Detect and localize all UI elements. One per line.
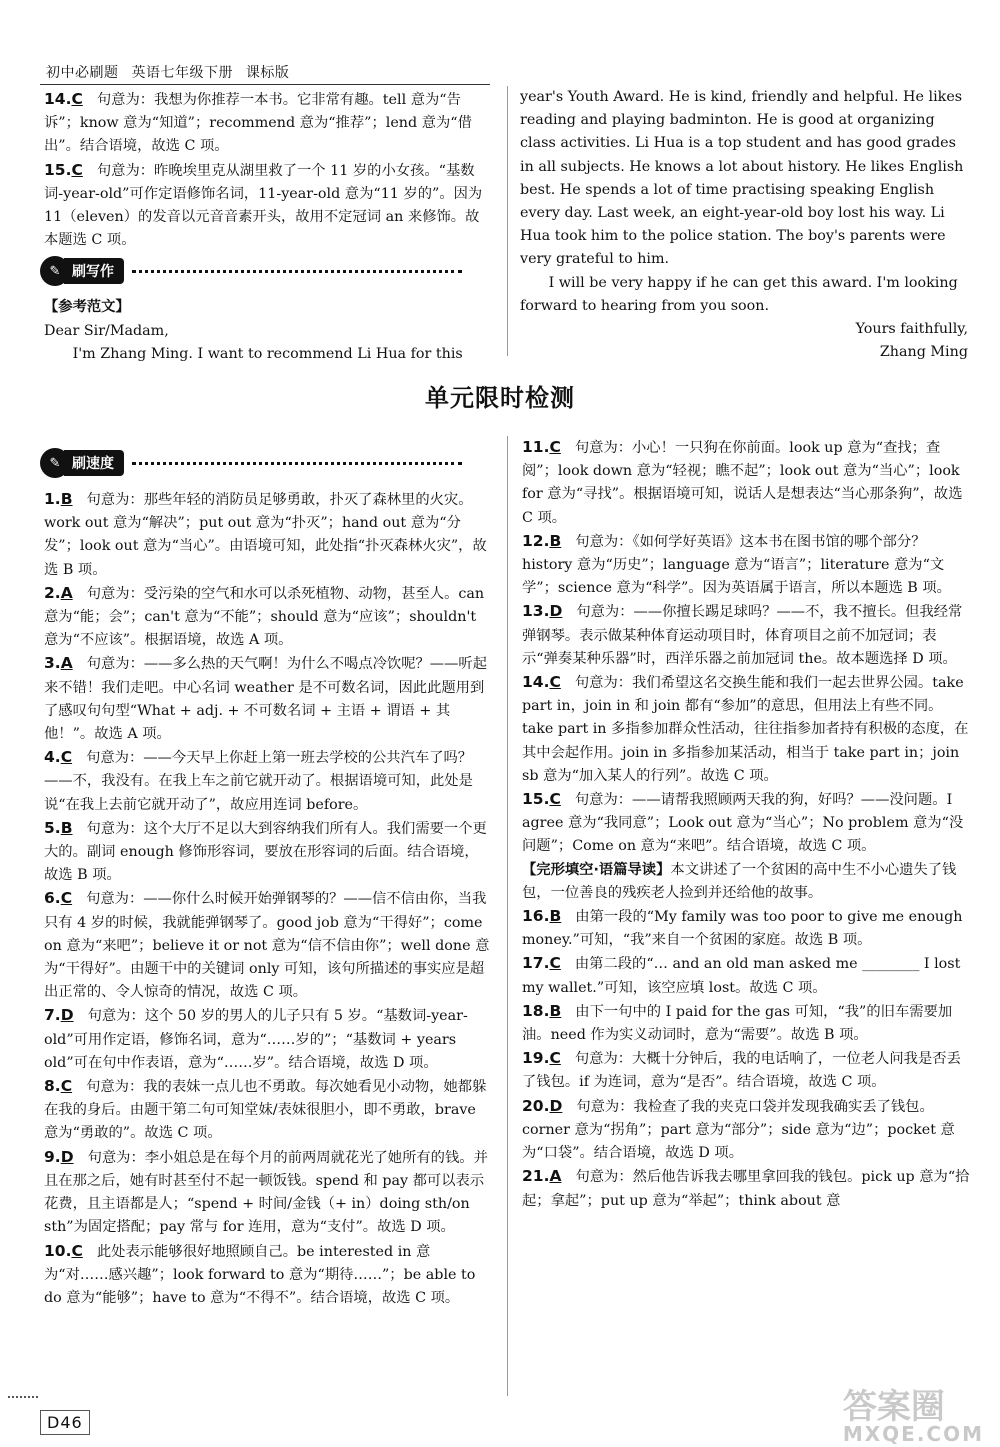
answer-letter: C [549,1049,561,1068]
explanation-text: 句意为：李小姐总是在每个月的前两周就花光了她所有的钱。并且在那之后，她有时甚至付不起一顿饭钱。spend 和 pay 都可以表示花费，且主语都是人；“spend + 时间/金钱（+ in）doing sth/on sth”为固定搭配；pay 常与 for 连用，意为“支付”。故选 D 项。 [44,1149,488,1236]
page-dots [8,1396,38,1398]
answer-letter: B [549,531,562,550]
explanation-text: 句意为：——你什么时候开始弹钢琴的？——信不信由你，当我只有 4 岁的时候，我就能弹钢琴了。good job 意为“干得好”；come on 意为“来吧”；believe it or not 意为“信不信由你”；well done 意为“干得好”。由题干中的关键词 only 可知，该句所描述的事实应是超出正常的、令人惊奇的情况，故选 C 项。 [44,891,490,1001]
explanation-text: 句意为：昨晚埃里克从湖里救了一个 11 岁的小女孩。“基数词-year-old”可作定语修饰名词，11-year-old 意为“11 岁的”。因为 11（eleven）的发音以元音音素开头，故用不定冠词 an 来修饰。故本题选 C 项。 [44,162,483,249]
answer-letter: C [549,438,561,456]
dotted-rule [132,270,462,273]
explanation-text: 句意为：我想为你推荐一本书。它非常有趣。tell 意为“告诉”；know 意为“知道”；recommend 意为“推荐”；lend 意为“借出”。结合语境，故选 C 项。 [44,92,472,155]
item-number: 3. [44,654,61,673]
item-number: 19. [522,1049,550,1068]
answer-item [44,887,490,1004]
item-number: 10. [44,1241,72,1260]
header-edition: 课标版 [245,65,290,81]
answer-item [522,600,970,671]
top-right-column [520,86,968,364]
answer-item [44,488,490,582]
item-number: 16. [522,907,550,926]
watermark-main: 答案圈 [842,1387,945,1427]
running-header [46,62,297,82]
explanation-text: 句意为：受污染的空气和水可以杀死植物、动物，甚至人。can 意为“能；会”；can't 意为“不能”；should 意为“应该”；shouldn't 意为“不应该”。根据语境，故选 A 项。 [44,585,485,649]
watermark-sub: MXQE.COM [842,1422,984,1446]
item-number: 20. [522,1096,550,1115]
guide-text: 本文讲述了一个贫困的高中生不小心遗失了钱包，一位善良的残疾老人捡到并还给他的故事。 [522,861,957,901]
answer-item [44,582,490,653]
dotted-rule [132,462,462,465]
badge-label: 刷写作 [64,258,124,284]
item-number: 8. [44,1077,61,1096]
letter-body: year's Youth Award. He is kind, friendly and helpful. He likes reading and playing badminton. He is good at organizing class activities. Li Hua is a top student and has good grades in all subjects. He knows a lot about history. He likes English best. He spends a lot of time practising speaking English every day. Last week, an eight-year-old boy lost his way. Li Hua took him to the police station. The boy's parents were very grateful to him. [520,89,964,268]
answer-item [522,788,970,859]
answer-item [44,746,490,817]
explanation-text: 句意为：——多么热的天气啊！为什么不喝点冷饮呢？——听起来不错！我们走吧。中心名词 weather 是不可数名词，因此此题用到了感叹句句型“What + adj. + 不可数名词 + 主语 + 谓语 + 其他！”。故选 A 项。 [44,656,487,743]
answer-letter: D [549,602,563,621]
letter-salutation: Dear Sir/Madam, [44,322,169,339]
explanation-text: 句意为：大概十分钟后，我的电话响了，一位老人问我是否丢了钱包。if 为连词，意为“是否”。结合语境，故选 C 项。 [522,1051,961,1091]
top-column-divider [507,86,508,356]
letter-first-line: I'm Zhang Ming. I want to recommend Li Hua for this [72,345,463,362]
answer-letter: B [549,1001,562,1020]
answer-item [44,1004,490,1075]
answer-letter: A [549,1167,562,1186]
explanation-text: 由下一句中的 I paid for the gas 可知，“我”的旧车需要加油。need 作为实义动词时，意为“需要”。故选 B 项。 [522,1003,953,1044]
guide-label: 【完形填空·语篇导读】 [522,861,671,878]
answer-item [522,1165,970,1212]
reading-guide [522,859,970,905]
item-number: 13. [522,602,550,621]
item-number: 11. [522,438,550,456]
item-number: 5. [44,818,61,837]
header-book: 初中必刷题 [46,65,119,81]
explanation-text: 句意为：——你擅长踢足球吗？——不，我不擅长。但我经常弹钢琴。表示做某种体育运动项目时，体育项目之前不加冠词；表示“弹奏某种乐器”时，西洋乐器之前加冠词 the。故本题选择 D 项。 [522,604,963,667]
answer-letter: C [71,1241,83,1260]
explanation-text: 由第一段的“My family was too poor to give me enough money.”可知，“我”来自一个贫困的家庭。故选 B 项。 [522,909,963,949]
header-subject: 英语七年级下册 [131,65,233,81]
answer-letter: C [71,160,83,179]
answer-item [522,1000,970,1047]
item-number: 1. [44,490,61,508]
speed-section-badge [40,448,462,478]
item-number: 7. [44,1006,61,1025]
answer-letter: C [549,954,561,973]
answer-item-14 [44,88,490,159]
explanation-text: 句意为：这个大厅不足以大到容纳我们所有人。我们需要一个更大的。副词 enough 修饰形容词，要放在形容词的后面。结合语境，故选 B 项。 [44,820,487,884]
pen-icon: ✎ [40,256,70,286]
answer-letter: C [60,1077,73,1096]
pen-icon: ✎ [40,448,70,478]
section-title: 单元限时检测 [425,384,575,412]
letter-closing-paragraph: I will be very happy if he can get this award. I'm looking forward to hearing from you soon. [520,274,958,314]
explanation-text: 句意为：《如何学好英语》这本书在图书馆的哪个部分？history 意为“历史”；language 意为“语言”；literature 意为“文学”；science 意为“科学”。因为英语属于语言，所以本题选 B 项。 [522,533,951,597]
explanation-text: 句意为：那些年轻的消防员足够勇敢，扑灭了森林里的火灾。work out 意为“解决”；put out 意为“扑灭”；hand out 意为“分发”；look out 意为“当心”。由语境可知，此处指“扑灭森林火灾”，故选 B 项。 [44,492,487,578]
item-number: 6. [44,889,61,908]
answer-letter: C [60,889,73,908]
item-number: 2. [44,583,61,602]
explanation-text: 句意为：我的表妹一点儿也不勇敢。每次她看见小动物，她都躲在我的身后。由题干第二句可知堂妹/表妹很胆小，即不勇敢，brave 意为“勇敢的”。故选 C 项。 [44,1079,487,1142]
letter-signoff: Yours faithfully, [855,321,968,338]
explanation-text: 句意为：——今天早上你赶上第一班去学校的公共汽车了吗？——不，我没有。在我上车之前它就开动了。根据语境可知，此处是说“在我上去前它就开动了”，故应用连词 before。 [44,750,473,813]
answer-item [522,1095,970,1166]
explanation-text: 句意为：我检查了我的夹克口袋并发现我确实丢了钱包。corner 意为“拐角”；part 意为“部分”；side 意为“边”；pocket 意为“口袋”。结合语境，故选 D 项。 [522,1098,955,1162]
badge-label: 刷速度 [64,450,124,476]
answer-item [522,530,970,601]
answer-item [44,652,490,746]
top-left-column [44,88,490,366]
header-rule [40,84,490,85]
reference-label: 【参考范文】 [44,299,130,316]
answer-letter: A [60,583,73,602]
answer-item [44,817,490,888]
item-number: 12. [522,531,550,550]
bottom-right-column [522,436,970,1213]
answer-item [522,671,970,788]
answer-letter: B [549,907,562,926]
item-number: 14. [44,90,72,108]
explanation-text: 由第二段的“… and an old man asked me ________ I lost my wallet.”可知，该空应填 lost。故选 C 项。 [522,956,961,996]
answer-letter: A [60,654,73,673]
answer-letter: B [60,818,73,837]
answer-letter: C [549,790,561,809]
answer-item-15 [44,159,490,253]
answer-letter: B [60,490,73,508]
letter-signature: Zhang Ming [879,344,968,361]
item-number: 18. [522,1001,550,1020]
answer-item [44,1075,490,1146]
item-number: 14. [522,673,550,692]
answer-letter: D [60,1006,74,1025]
item-number: 15. [522,790,550,809]
answer-item [44,1240,490,1311]
explanation-text: 句意为：小心！一只狗在你前面。look up 意为“查找；查阅”；look down 意为“轻视；瞧不起”；look out 意为“当心”；look for 意为“寻找”。根据语境可知，说话人是想表达“当心那条狗”，故选 C 项。 [522,440,963,526]
explanation-text: 句意为：然后他告诉我去哪里拿回我的钱包。pick up 意为“拾起；拿起”；put up 意为“举起”；think about 意 [522,1169,970,1209]
explanation-text: 此处表示能够很好地照顾自己。be interested in 意为“对……感兴趣”；look forward to 意为“期待……”；be able to do 意为“能够”；have to 意为“不得不”。结合语境，故选 C 项。 [44,1243,476,1306]
answer-letter: C [71,90,83,108]
item-number: 21. [522,1167,550,1186]
answer-letter: D [549,1096,563,1115]
writing-section-badge [40,256,462,286]
explanation-text: 句意为：——请帮我照顾两天我的狗，好吗？——没问题。I agree 意为“我同意”；Look out 意为“当心”；No problem 意为“没问题”；Come on 意为“来吧”。结合语境，故选 C 项。 [522,792,964,855]
answer-item [44,1146,490,1240]
bottom-left-column [44,488,490,1310]
answer-item [522,1047,970,1094]
page-number: D46 [40,1410,90,1435]
item-number: 15. [44,160,72,179]
explanation-text: 句意为：这个 50 岁的男人的儿子只有 5 岁。“基数词-year-old”可用作定语，修饰名词，意为“……岁的”；“基数词 + years old”可在句中作表语，意为“……岁”。结合语境，故选 D 项。 [44,1008,468,1071]
item-number: 4. [44,748,61,767]
answer-letter: D [60,1147,74,1166]
item-number: 9. [44,1147,61,1166]
answer-letter: C [60,748,73,767]
explanation-text: 句意为：我们希望这名交换生能和我们一起去世界公园。take part in，join in 和 join 都有“参加”的意思，但用法上有些不同。take part in 多指参加群众性活动，往往指参加者持有积极的态度，在其中会起作用。join in 多指参加某活动，相当于 take part in；join sb 意为“加入某人的行列”。故选 C 项。 [522,675,969,784]
bottom-column-divider [507,436,508,1396]
answer-letter: C [549,673,561,692]
answer-item [522,905,970,952]
item-number: 17. [522,954,550,973]
answer-item [522,436,970,530]
answer-item [522,952,970,999]
site-watermark [842,1387,984,1446]
